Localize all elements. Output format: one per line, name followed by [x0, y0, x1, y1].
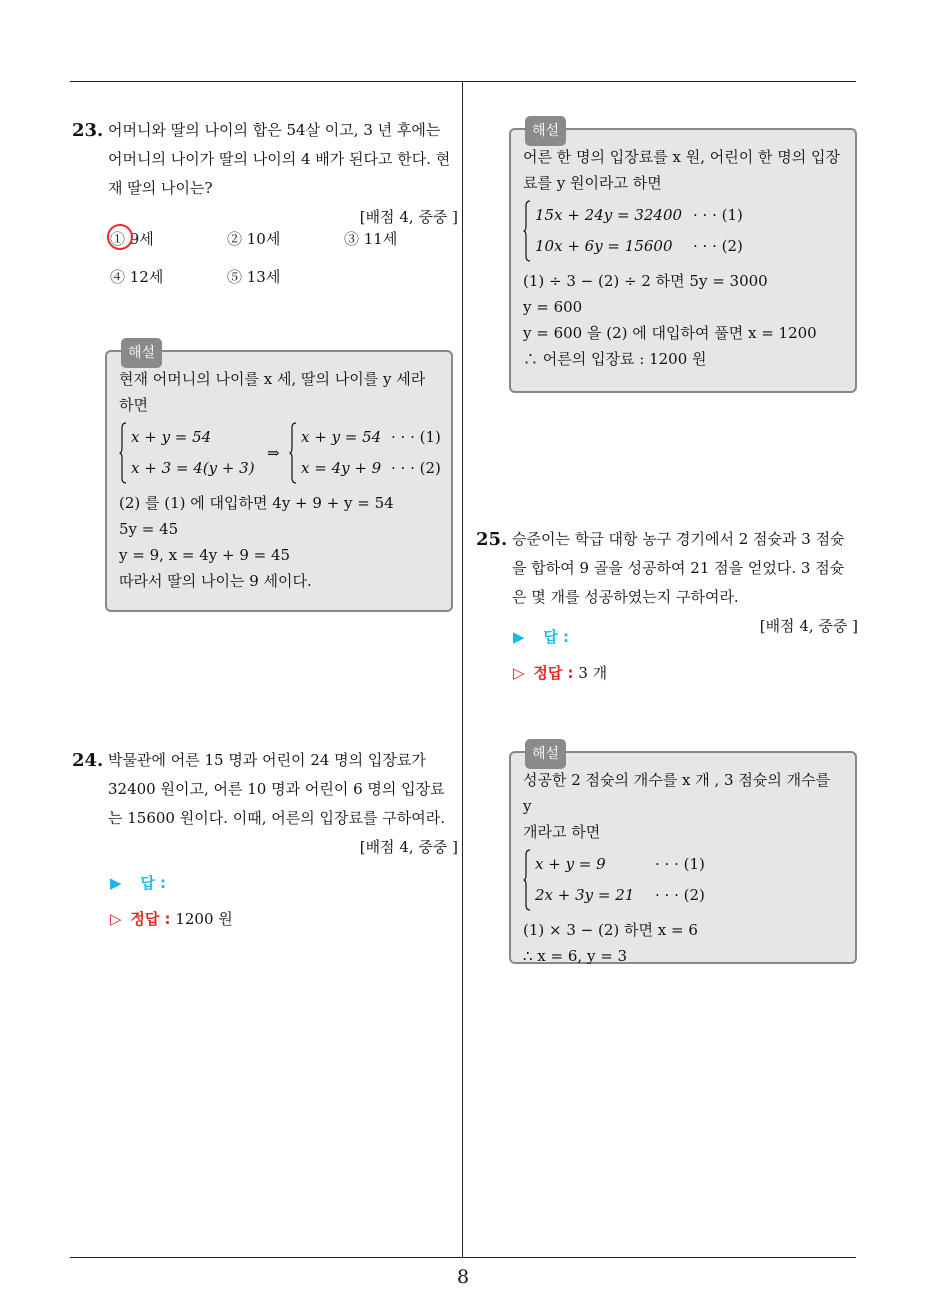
left-brace-icon — [523, 849, 531, 911]
equation: x + y = 54 — [131, 428, 212, 446]
page-number: 8 — [456, 1266, 470, 1288]
problem-number: 24. — [72, 750, 104, 771]
column-divider — [462, 81, 463, 1258]
problem-23 — [72, 116, 458, 232]
solution-line: y = 600 을 (2) 에 대입하여 풀면 x = 1200 — [523, 324, 817, 342]
problem-number: 25. — [476, 529, 508, 550]
correct-label: 정답 : — [533, 664, 574, 682]
correct-value: 1200 원 — [175, 910, 233, 928]
correct-value: 3 개 — [578, 664, 608, 682]
equation: x + y = 9 — [535, 855, 606, 873]
problem-24 — [72, 746, 458, 862]
implies-arrow-icon: ⇒ — [267, 444, 280, 462]
choice-4[interactable]: ④ 12세 — [110, 268, 164, 286]
left-brace-icon — [119, 422, 127, 484]
solution-line: (2) 를 (1) 에 대입하면 4y + 9 + y = 54 — [119, 494, 394, 512]
bottom-rule — [70, 1257, 856, 1258]
equation: x + 3 = 4(y + 3) — [131, 459, 255, 477]
top-rule — [70, 81, 856, 82]
play-triangle-icon: ▶ — [110, 874, 122, 892]
equation-tag: · · · (2) — [391, 459, 441, 477]
solution-line: 5y = 45 — [119, 520, 179, 538]
outline-triangle-icon: ▷ — [513, 664, 525, 682]
outline-triangle-icon: ▷ — [110, 910, 122, 928]
equation-tag: · · · (2) — [655, 886, 705, 904]
equation-tag: · · · (1) — [655, 855, 705, 873]
solution-line: 료를 y 원이라고 하면 — [523, 174, 662, 192]
equation: x + y = 54 — [301, 428, 382, 446]
problem-score: [배점 4, 중중 ] — [759, 617, 858, 635]
solution-line: 현재 어머니의 나이를 x 세, 딸의 나이를 y 세라 — [119, 370, 426, 388]
choice-2[interactable]: ② 10세 — [227, 230, 281, 248]
answer-line-25[interactable] — [513, 626, 569, 647]
solution-line: (1) × 3 − (2) 하면 x = 6 — [523, 921, 698, 939]
solution-line: ∴ 어른의 입장료 : 1200 원 — [523, 350, 707, 368]
answer-label: 답 : — [140, 874, 167, 892]
solution-line: 따라서 딸의 나이는 9 세이다. — [119, 572, 312, 590]
equation-tag: · · · (1) — [391, 428, 441, 446]
problem-score: [배점 4, 중중 ] — [359, 208, 458, 226]
equation-tag: · · · (2) — [693, 237, 743, 255]
equation: 10x + 6y = 15600 — [535, 237, 673, 255]
solution-box-24 — [509, 123, 857, 393]
choice-1[interactable]: ① 9세 — [110, 228, 154, 249]
problem-text: 박물관에 어른 15 명과 어린이 24 명의 입장료가 32400 원이고, 어른 10 명과 어린이 6 명의 입장료는 15600 원이다. 이때, 어른의 입장료를 구하여라. — [108, 751, 445, 827]
choice-3[interactable]: ③ 11세 — [344, 230, 398, 248]
problem-number: 23. — [72, 120, 104, 141]
solution-line: y = 600 — [523, 298, 583, 316]
left-brace-icon — [289, 422, 297, 484]
solution-box-25 — [509, 746, 857, 965]
problem-text: 어머니와 딸의 나이의 합은 54살 이고, 3 년 후에는 어머니의 나이가 딸의 나이의 4 배가 된다고 한다. 현재 딸의 나이는? — [108, 121, 451, 197]
equation: 15x + 24y = 32400 — [535, 206, 683, 224]
problem-25 — [476, 525, 858, 641]
equation: x = 4y + 9 — [301, 459, 382, 477]
correct-label: 정답 : — [130, 910, 171, 928]
solution-box-23 — [105, 345, 453, 612]
correct-answer-24 — [110, 908, 233, 929]
answer-line-24[interactable] — [110, 872, 166, 893]
selected-circle-icon — [107, 224, 133, 250]
problem-text: 승준이는 학급 대항 농구 경기에서 2 점슛과 3 점슛을 합하여 9 골을 성공하여 21 점을 얻었다. 3 점슛은 몇 개를 성공하였는지 구하여라. — [512, 530, 845, 606]
solution-tag: 해설 — [525, 739, 566, 769]
solution-line: (1) ÷ 3 − (2) ÷ 2 하면 5y = 3000 — [523, 272, 768, 290]
choice-5[interactable]: ⑤ 13세 — [227, 268, 281, 286]
left-brace-icon — [523, 200, 531, 262]
solution-line: 성공한 2 점슛의 개수를 x 개 , 3 점슛의 개수를 y — [523, 771, 831, 815]
solution-tag: 해설 — [121, 338, 162, 368]
solution-line: ∴ x = 6, y = 3 — [523, 947, 628, 965]
problem-score: [배점 4, 중중 ] — [359, 838, 458, 856]
answer-label: 답 : — [543, 628, 570, 646]
correct-answer-25 — [513, 662, 607, 683]
play-triangle-icon: ▶ — [513, 628, 525, 646]
equation-system — [119, 422, 439, 486]
equation-system — [523, 200, 843, 264]
equation-tag: · · · (1) — [693, 206, 743, 224]
equation: 2x + 3y = 21 — [535, 886, 635, 904]
equation-system — [523, 849, 843, 913]
solution-tag: 해설 — [525, 116, 566, 146]
solution-line: 개라고 하면 — [523, 823, 601, 841]
solution-line: 하면 — [119, 396, 148, 414]
solution-line: y = 9, x = 4y + 9 = 45 — [119, 546, 291, 564]
solution-line: 어른 한 명의 입장료를 x 원, 어린이 한 명의 입장 — [523, 148, 840, 166]
